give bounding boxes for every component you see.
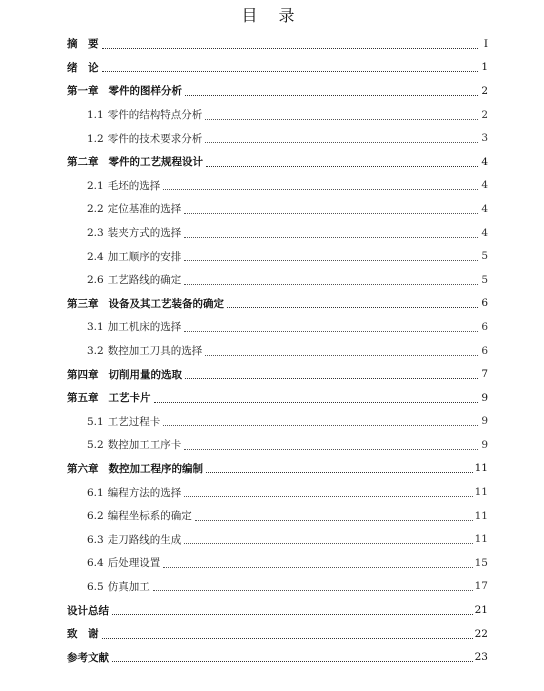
toc-entry-title: 致 谢 — [67, 628, 99, 641]
toc-dot-leader — [163, 188, 478, 190]
toc-section-entry[interactable] — [0, 433, 544, 457]
toc-page-number: 9 — [481, 438, 488, 451]
toc-entry-title: 零件的技术要求分析 — [107, 132, 203, 145]
toc-dot-leader — [184, 448, 478, 450]
toc-chapter-entry[interactable] — [0, 56, 544, 80]
toc-chapter-entry[interactable] — [0, 150, 544, 174]
toc-entry-title: 毛坯的选择 — [107, 179, 161, 192]
toc-dot-leader — [184, 283, 478, 285]
toc-page-number: 1 — [481, 61, 488, 74]
toc-entry-number: 第三章 — [67, 297, 99, 310]
toc-page-number: 9 — [481, 415, 488, 428]
toc-section-entry[interactable] — [0, 197, 544, 221]
toc-dot-leader — [102, 47, 479, 49]
toc-chapter-entry[interactable] — [0, 598, 544, 622]
toc-entry-title: 设备及其工艺装备的确定 — [108, 297, 224, 310]
toc-entry-number: 1.2 — [87, 132, 104, 145]
toc-entry-label — [67, 626, 99, 641]
toc-dot-leader — [206, 471, 473, 473]
toc-entry-label — [67, 650, 109, 665]
toc-entry-number: 6.2 — [87, 510, 104, 523]
toc-chapter-entry[interactable] — [0, 386, 544, 410]
toc-entry-number: 6.3 — [87, 533, 104, 546]
toc-section-entry[interactable] — [0, 410, 544, 434]
toc-chapter-entry[interactable] — [0, 292, 544, 316]
toc-entry-label — [67, 83, 182, 98]
toc-entry-label — [87, 201, 181, 216]
toc-dot-leader — [102, 70, 479, 72]
toc-entry-number: 3.1 — [87, 321, 104, 334]
toc-entry-title: 定位基准的选择 — [107, 203, 182, 216]
toc-entry-label — [67, 390, 151, 405]
toc-chapter-entry[interactable] — [0, 79, 544, 103]
toc-dot-leader — [112, 660, 473, 662]
toc-page-number: 11 — [474, 509, 488, 522]
toc-entry-label — [87, 485, 181, 500]
toc-dot-leader — [205, 141, 478, 143]
toc-page-number: 15 — [474, 556, 488, 569]
toc-entry-label — [67, 154, 203, 169]
toc-dot-leader — [112, 613, 473, 615]
toc-entry-label — [67, 603, 109, 618]
toc-section-entry[interactable] — [0, 504, 544, 528]
toc-page-number: I — [483, 37, 488, 50]
toc-entry-title: 工艺路线的确定 — [107, 274, 182, 287]
toc-entry-label — [67, 296, 224, 311]
toc-page-number: 21 — [474, 604, 488, 617]
toc-entry-label — [87, 437, 181, 452]
toc-section-entry[interactable] — [0, 575, 544, 599]
toc-entry-number: 2.4 — [87, 250, 104, 263]
toc-entry-number: 5.1 — [87, 415, 104, 428]
toc-page-number: 17 — [474, 580, 488, 593]
toc-entry-title: 零件的工艺规程设计 — [108, 156, 203, 169]
toc-entry-title: 仿真加工 — [107, 580, 150, 593]
toc-dot-leader — [205, 354, 478, 356]
toc-entry-title: 数控加工工序卡 — [107, 439, 182, 452]
toc-entry-number: 2.3 — [87, 227, 104, 240]
toc-entry-number: 2.6 — [87, 274, 104, 287]
toc-entry-label — [87, 555, 160, 570]
toc-entry-label — [87, 508, 192, 523]
toc-dot-leader — [195, 519, 473, 521]
toc-section-entry[interactable] — [0, 126, 544, 150]
toc-page-number: 22 — [474, 627, 488, 640]
toc-dot-leader — [206, 165, 478, 167]
toc-chapter-entry[interactable] — [0, 32, 544, 56]
toc-entry-label — [87, 319, 181, 334]
toc-chapter-entry[interactable] — [0, 622, 544, 646]
toc-entry-title: 编程坐标系的确定 — [107, 510, 192, 523]
toc-page-number: 5 — [481, 273, 488, 286]
toc-page-number: 4 — [481, 202, 488, 215]
toc-entry-title: 设计总结 — [67, 604, 109, 617]
toc-section-entry[interactable] — [0, 221, 544, 245]
toc-dot-leader — [227, 306, 478, 308]
toc-entry-label — [87, 414, 160, 429]
toc-page-number: 4 — [481, 155, 488, 168]
toc-dot-leader — [154, 401, 479, 403]
toc-page-number: 9 — [481, 391, 488, 404]
toc-section-entry[interactable] — [0, 174, 544, 198]
toc-page-number: 3 — [481, 132, 488, 145]
toc-entry-title: 参考文献 — [67, 651, 109, 664]
toc-entry-label — [87, 532, 181, 547]
toc-page-number: 11 — [474, 533, 488, 546]
toc-page-number: 2 — [481, 84, 488, 97]
toc-chapter-entry[interactable] — [0, 362, 544, 386]
toc-entry-number: 1.1 — [87, 109, 104, 122]
toc-dot-leader — [184, 330, 478, 332]
toc-entry-label — [67, 461, 203, 476]
toc-entry-number: 5.2 — [87, 439, 104, 452]
toc-entry-number: 第五章 — [67, 392, 99, 405]
toc-dot-leader — [163, 424, 478, 426]
toc-page-number: 4 — [481, 179, 488, 192]
toc-entry-title: 零件的结构特点分析 — [107, 109, 203, 122]
toc-entry-title: 数控加工程序的编制 — [108, 462, 203, 475]
toc-dot-leader — [184, 212, 478, 214]
toc-entry-label — [67, 367, 182, 382]
toc-entry-title: 加工机床的选择 — [107, 321, 182, 334]
toc-dot-leader — [184, 259, 478, 261]
toc-entry-title: 装夹方式的选择 — [107, 227, 182, 240]
toc-dot-leader — [184, 236, 478, 238]
toc-section-entry[interactable] — [0, 339, 544, 363]
toc-list — [0, 32, 544, 669]
toc-section-entry[interactable] — [0, 103, 544, 127]
toc-entry-title: 走刀路线的生成 — [107, 533, 182, 546]
toc-entry-label — [87, 178, 160, 193]
toc-entry-label — [87, 343, 202, 358]
toc-section-entry[interactable] — [0, 268, 544, 292]
toc-entry-title: 零件的图样分析 — [108, 85, 182, 98]
toc-page-number: 11 — [474, 462, 488, 475]
toc-entry-number: 第六章 — [67, 462, 99, 475]
toc-entry-title: 数控加工刀具的选择 — [107, 345, 203, 358]
toc-entry-label — [67, 60, 99, 75]
toc-entry-number: 第一章 — [67, 85, 99, 98]
toc-chapter-entry[interactable] — [0, 457, 544, 481]
toc-entry-label — [87, 225, 181, 240]
toc-entry-label — [87, 579, 150, 594]
toc-entry-number: 2.1 — [87, 179, 104, 192]
toc-section-entry[interactable] — [0, 551, 544, 575]
toc-dot-leader — [153, 589, 473, 591]
toc-section-entry[interactable] — [0, 315, 544, 339]
toc-entry-title: 工艺过程卡 — [107, 415, 161, 428]
toc-dot-leader — [185, 377, 478, 379]
toc-entry-label — [87, 131, 202, 146]
toc-page-number: 23 — [474, 651, 488, 664]
toc-dot-leader — [205, 118, 478, 120]
toc-entry-number: 2.2 — [87, 203, 104, 216]
toc-entry-number: 6.5 — [87, 580, 104, 593]
toc-page-number: 11 — [474, 486, 488, 499]
toc-section-entry[interactable] — [0, 244, 544, 268]
toc-entry-title: 编程方法的选择 — [107, 486, 182, 499]
toc-entry-title: 绪 论 — [67, 61, 99, 74]
toc-entry-label — [87, 249, 181, 264]
toc-dot-leader — [163, 566, 472, 568]
toc-page-number: 4 — [481, 226, 488, 239]
toc-entry-number: 6.1 — [87, 486, 104, 499]
toc-title: 目 录 — [241, 6, 303, 25]
toc-page-number: 5 — [481, 250, 488, 263]
toc-dot-leader — [184, 495, 472, 497]
toc-page-number: 6 — [481, 320, 488, 333]
toc-entry-title: 工艺卡片 — [108, 392, 151, 405]
toc-entry-number: 第二章 — [67, 156, 99, 169]
toc-page-number: 6 — [481, 297, 488, 310]
toc-entry-label — [67, 36, 99, 51]
toc-entry-label — [87, 107, 202, 122]
toc-chapter-entry[interactable] — [0, 645, 544, 669]
toc-page-number: 2 — [481, 108, 488, 121]
toc-entry-label — [87, 272, 181, 287]
toc-dot-leader — [102, 637, 473, 639]
toc-section-entry[interactable] — [0, 527, 544, 551]
toc-dot-leader — [184, 542, 472, 544]
toc-page-number: 6 — [481, 344, 488, 357]
toc-entry-title: 后处理设置 — [107, 557, 161, 570]
toc-entry-title: 切削用量的选取 — [108, 368, 182, 381]
toc-entry-title: 摘 要 — [67, 38, 99, 51]
toc-entry-number: 6.4 — [87, 557, 104, 570]
toc-page-number: 7 — [481, 368, 488, 381]
toc-entry-title: 加工顺序的安排 — [107, 250, 182, 263]
toc-entry-number: 3.2 — [87, 345, 104, 358]
toc-section-entry[interactable] — [0, 480, 544, 504]
toc-dot-leader — [185, 94, 478, 96]
toc-entry-number: 第四章 — [67, 368, 99, 381]
